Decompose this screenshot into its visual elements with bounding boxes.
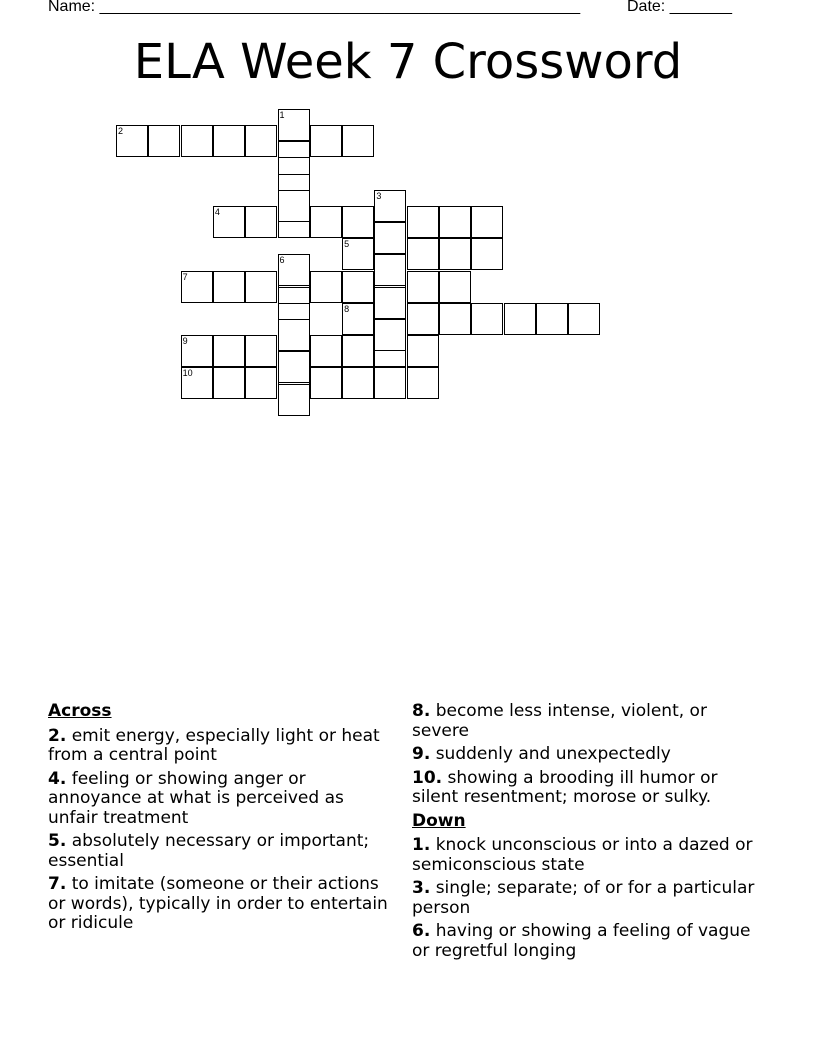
grid-cell[interactable] [407,206,439,238]
clue-number: 8. [412,701,431,721]
grid-cell[interactable] [213,125,245,157]
grid-cell[interactable] [407,335,439,367]
grid-cell[interactable] [310,367,342,399]
grid-cell[interactable] [116,125,148,157]
grid-cell[interactable] [213,335,245,367]
grid-cell[interactable] [245,335,277,367]
grid-cell[interactable] [504,303,536,335]
cell-number: 5 [344,239,350,250]
cell-number: 8 [344,303,350,314]
grid-cell[interactable] [374,222,406,254]
clue-text: absolutely necessary or important; essential [48,831,370,871]
clue-number: 2. [48,725,67,746]
grid-cell[interactable] [342,335,374,367]
clue-down-3 [412,879,757,918]
clue-text: to imitate (someone or their actions or words), typically in order to entertain or ridicule [48,874,388,933]
grid-cell[interactable] [471,206,503,238]
cell-number: 7 [182,271,188,282]
grid-cell[interactable] [310,206,342,238]
cell-number: 3 [376,190,382,201]
clues-column-left [48,702,398,938]
grid-cell[interactable] [213,271,245,303]
cell-number: 6 [279,255,285,266]
grid-cell[interactable] [245,206,277,238]
grid-cell[interactable] [278,254,310,286]
clue-number: 7. [48,874,67,894]
clue-number: 4. [48,768,67,789]
grid-cell[interactable] [310,125,342,157]
page-title: ELA Week 7 Crossword [133,34,683,90]
grid-cell[interactable] [374,287,406,319]
cell-number: 1 [279,110,285,120]
cell-number: 9 [182,336,188,347]
cell-number: 10 [182,368,193,379]
clue-across-5 [48,832,398,871]
grid-cell[interactable] [471,303,503,335]
cell-number: 2 [118,126,124,137]
grid-cell[interactable] [278,384,310,416]
name-field-label: Name: ______________________________________________________ [48,0,581,15]
grid-cell[interactable] [181,271,213,303]
grid-cell[interactable] [374,367,406,399]
down-heading: Down [412,810,466,831]
cell-number: 4 [214,206,220,217]
grid-cell[interactable] [245,367,277,399]
grid-cell[interactable] [278,319,310,351]
clue-across-8 [412,702,757,741]
clue-number: 9. [412,744,431,764]
grid-cell[interactable] [374,319,406,351]
clue-number: 1. [412,835,431,855]
clue-text: knock unconscious or into a dazed or semiconscious state [412,835,753,875]
clue-across-2 [48,727,398,766]
grid-cell[interactable] [181,335,213,367]
grid-cell[interactable] [342,367,374,399]
clue-number: 3. [412,878,431,898]
grid-cell[interactable] [407,303,439,335]
grid-cell[interactable] [245,271,277,303]
grid-cell[interactable] [342,303,374,335]
grid-cell[interactable] [407,271,439,303]
grid-cell[interactable] [568,303,600,335]
clue-text: feeling or showing anger or annoyance at what is perceived as unfair treatment [48,768,344,828]
grid-cell[interactable] [342,271,374,303]
grid-cell[interactable] [245,125,277,157]
grid-cell[interactable] [342,206,374,238]
grid-cell[interactable] [278,351,310,383]
clue-number: 5. [48,831,67,851]
clue-across-10 [412,769,757,808]
grid-cell[interactable] [213,206,245,238]
clue-down-6 [412,922,757,961]
across-heading: Across [48,701,112,721]
clue-number: 10. [412,767,443,788]
grid-cell[interactable] [439,238,471,270]
grid-cell[interactable] [148,125,180,157]
clue-across-4 [48,770,398,829]
grid-cell[interactable] [278,190,310,222]
grid-cell[interactable] [407,367,439,399]
clue-across-7 [48,875,398,934]
grid-cell[interactable] [374,190,406,222]
grid-cell[interactable] [407,238,439,270]
grid-cell[interactable] [310,335,342,367]
grid-cell[interactable] [181,125,213,157]
grid-cell[interactable] [536,303,568,335]
clue-text: emit energy, especially light or heat from a central point [48,725,380,765]
grid-cell[interactable] [278,109,310,141]
grid-cell[interactable] [439,206,471,238]
clue-text: single; separate; of or for a particular person [412,878,755,918]
clue-text: having or showing a feeling of vague or regretful longing [412,921,751,961]
clue-number: 6. [412,921,431,941]
grid-cell[interactable] [342,125,374,157]
grid-cell[interactable] [439,303,471,335]
clue-down-1 [412,836,757,875]
grid-cell[interactable] [181,367,213,399]
grid-cell[interactable] [471,238,503,270]
clue-across-9 [412,745,757,765]
grid-cell[interactable] [439,271,471,303]
clue-text: showing a brooding ill humor or silent resentment; morose or sulky. [412,767,718,807]
grid-cell[interactable] [213,367,245,399]
clues-column-right [412,702,757,965]
grid-cell[interactable] [374,254,406,286]
date-field-label: Date: _______ [627,0,732,15]
clue-text: become less intense, violent, or severe [412,701,707,741]
grid-cell[interactable] [310,271,342,303]
clue-text: suddenly and unexpectedly [435,744,671,764]
grid-cell[interactable] [342,238,374,270]
